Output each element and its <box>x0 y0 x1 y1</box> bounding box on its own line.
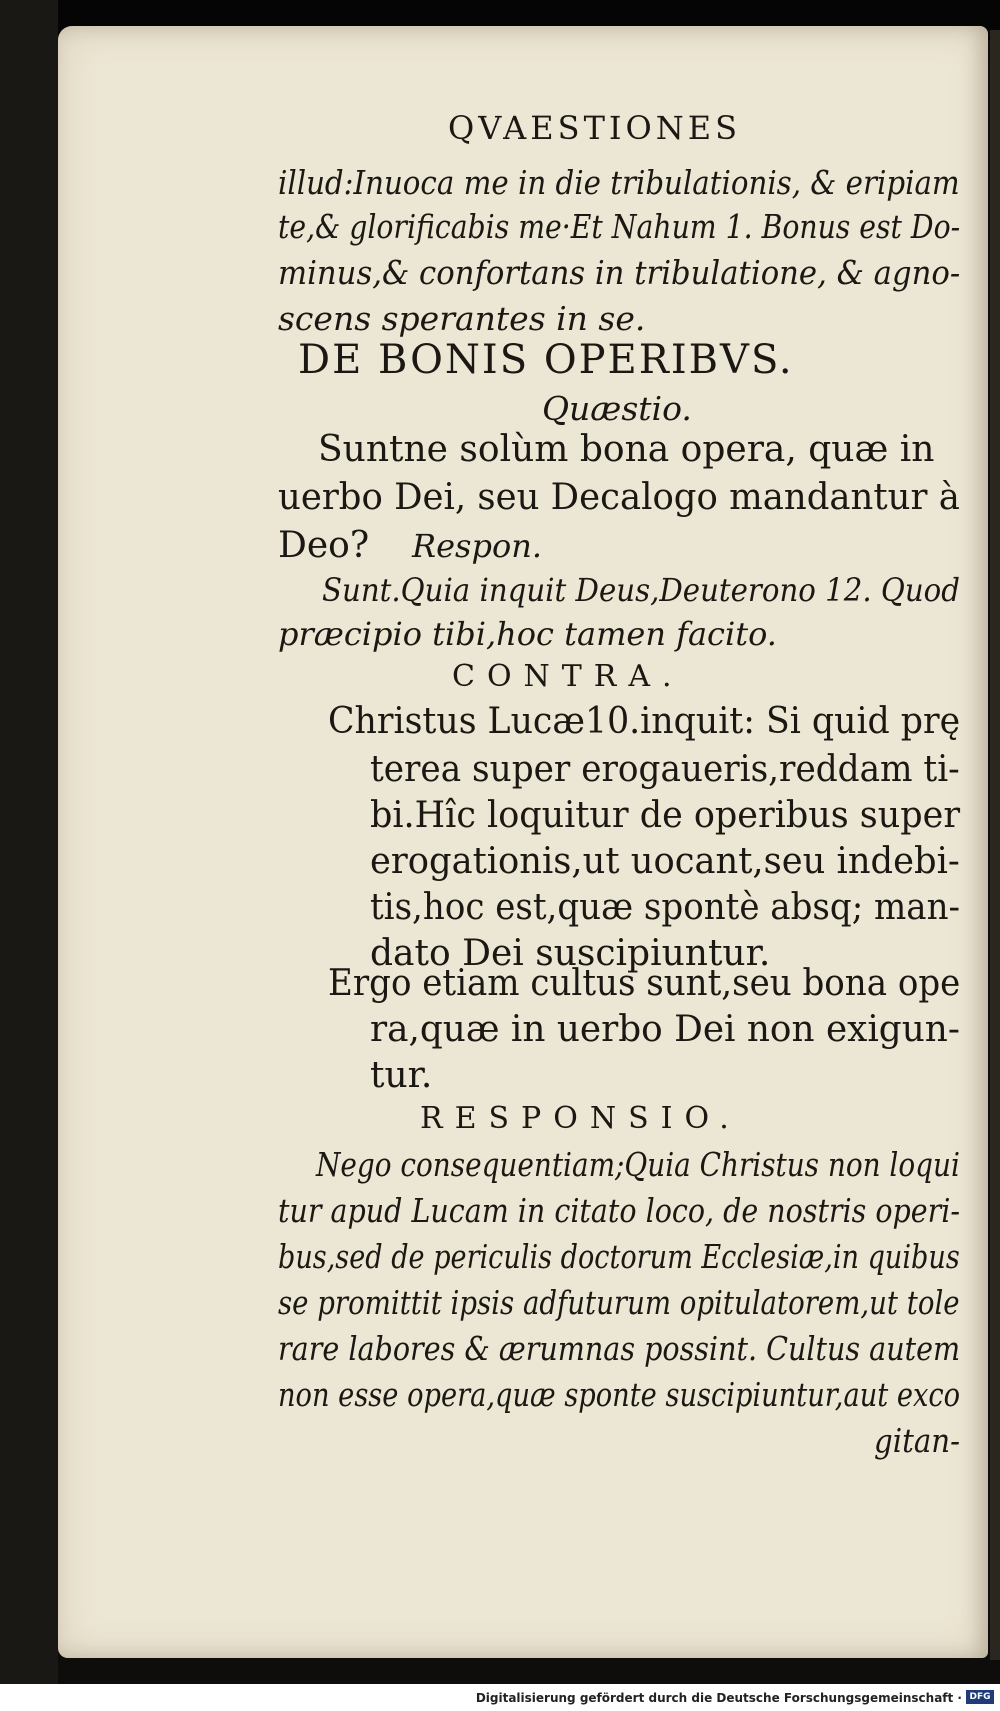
responsio-line: tur apud Lucam in citato loco, de nostris operi- <box>278 1191 961 1230</box>
body-line: illud:Inuoca me in die tribulationis, & eripiam <box>278 163 960 202</box>
quaestio-label: Quæstio. <box>542 389 692 428</box>
question-line: Deo? <box>278 525 370 566</box>
running-head: QVAESTIONES <box>448 109 742 147</box>
catchword: gitan- <box>874 1421 960 1460</box>
contra-label: CONTRA. <box>452 659 684 694</box>
right-edge <box>990 30 1000 1660</box>
dfg-logo-icon: DFG <box>966 1690 994 1704</box>
responsio-line: rare labores & ærumnas possint. Cultus autem <box>278 1329 961 1368</box>
contra-line: erogationis,ut uocant,seu indebi- <box>370 841 960 882</box>
contra-line: dato Dei suscipiuntur. <box>370 933 771 974</box>
body-line: te,& glorificabis me·Et Nahum 1. Bonus est Do- <box>278 207 961 246</box>
body-line: minus,& confortans in tribulatione, & agno- <box>278 253 961 292</box>
question-line: Suntne solùm bona opera, quæ in <box>318 429 935 470</box>
responsio-line: se promittit ipsis adfuturum opitulatorem,ut tole <box>278 1283 960 1322</box>
section-heading: DE BONIS OPERIBVS. <box>298 337 794 383</box>
body-line: scens sperantes in se. <box>278 299 646 338</box>
responsio-label: RESPONSIO. <box>420 1101 741 1136</box>
footer-text: Digitalisierung gefördert durch die Deutsche Forschungsgemeinschaft · <box>475 1691 962 1705</box>
contra-line: terea super erogaueris,reddam ti- <box>370 749 960 790</box>
question-line: uerbo Dei, seu Decalogo mandantur à <box>278 477 960 518</box>
answer-line: præcipio tibi,hoc tamen facito. <box>278 615 777 653</box>
contra-line: bi.Hîc loquitur de operibus super <box>370 795 961 836</box>
responsio-line: bus,sed de periculis doctorum Ecclesiæ,in quibus <box>278 1237 960 1276</box>
responsio-line: non esse opera,quæ sponte suscipiuntur,aut exco <box>278 1375 961 1414</box>
contra-line: Christus Lucæ10.inquit: Si quid prę <box>328 701 961 742</box>
contra-line: tis,hoc est,quæ spontè absq; man- <box>370 887 961 928</box>
contra-line: tur. <box>370 1055 433 1096</box>
answer-line: Sunt.Quia inquit Deus,Deuterono 12. Quod <box>322 571 960 609</box>
contra-line: Ergo etiam cultus sunt,seu bona ope <box>328 963 961 1004</box>
respon-label: Respon. <box>412 527 542 565</box>
contra-line: ra,quæ in uerbo Dei non exigun- <box>370 1009 960 1050</box>
responsio-line: Nego consequentiam;Quia Christus non loqui <box>316 1145 960 1184</box>
left-margin-bar <box>0 0 58 1711</box>
digitization-footer <box>0 1684 1000 1711</box>
